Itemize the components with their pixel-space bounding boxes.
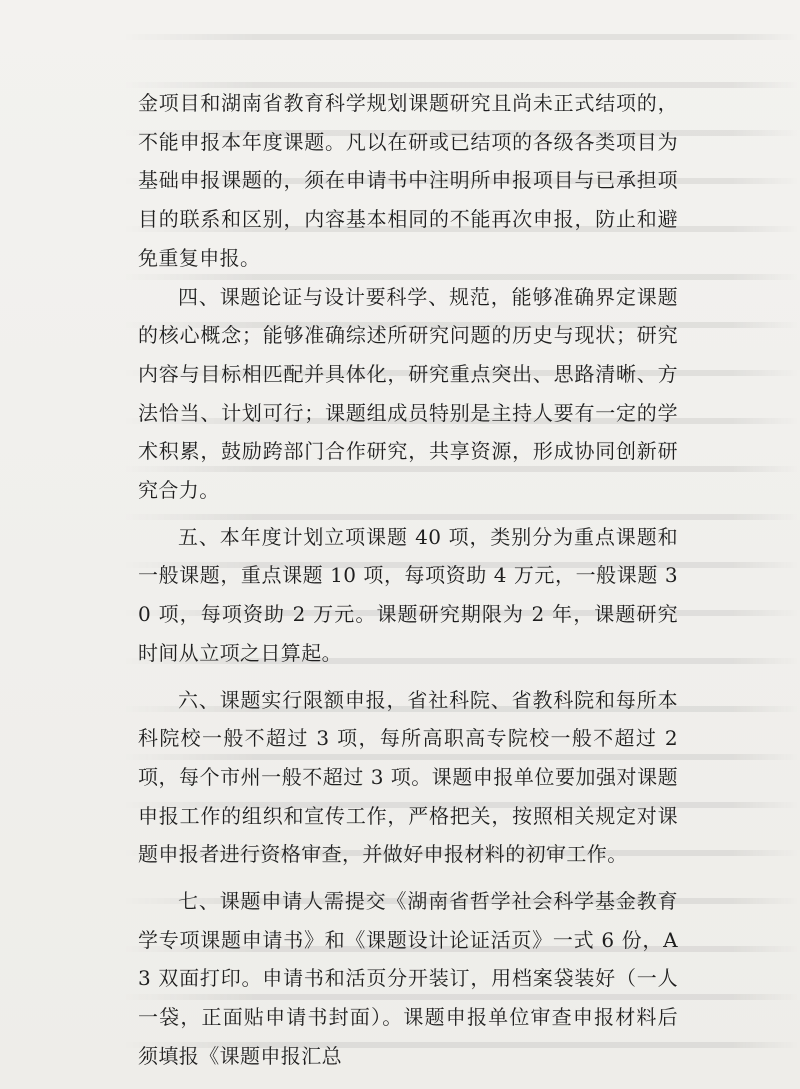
paragraph-section-four: 四、课题论证与设计要科学、规范，能够准确界定课题的核心概念；能够准确综述所研究问题的历史与现状；研究内容与目标相匹配并具体化，研究重点突出、思路清晰、方法恰当、计划可行；课题组成员特别是主持人要有一定的学术积累，鼓励跨部门合作研究，共享资源，形成协同创新研究合力。 — [138, 284, 678, 503]
paragraph-section-six: 六、课题实行限额申报，省社科院、省教科院和每所本科院校一般不超过 3 项，每所高职高专院校一般不超过 2 项，每个市州一般不超过 3 项。课题申报单位要加强对课题申报工作的组织和宣传工作，严格把关，按照相关规定对课题申报者进行资格审查，并做好申报材料的初审工作。 — [138, 687, 678, 867]
document-body — [138, 84, 678, 1076]
paragraph-continued: 金项目和湖南省教育科学规划课题研究且尚未正式结项的，不能申报本年度课题。凡以在研或已结项的各级各类项目为基础申报课题的，须在申请书中注明所申报项目与已承担项目的联系和区别，内容基本相同的不能再次申报，防止和避免重复申报。 — [138, 91, 678, 270]
paragraph-section-five: 五、本年度计划立项课题 40 项，类别分为重点课题和一般课题，重点课题 10 项，每项资助 4 万元，一般课题 30 项，每项资助 2 万元。课题研究期限为 2 年，课题研究时间从立项之日算起。 — [138, 524, 678, 665]
paragraph-section-seven: 七、课题申请人需提交《湖南省哲学社会科学基金教育学专项课题申请书》和《课题设计论证活页》一式 6 份，A3 双面打印。申请书和活页分开装订，用档案袋装好（一人一袋，正面贴申请书封面）。课题申报单位审查申报材料后须填报《课题申报汇总 — [138, 889, 678, 1068]
